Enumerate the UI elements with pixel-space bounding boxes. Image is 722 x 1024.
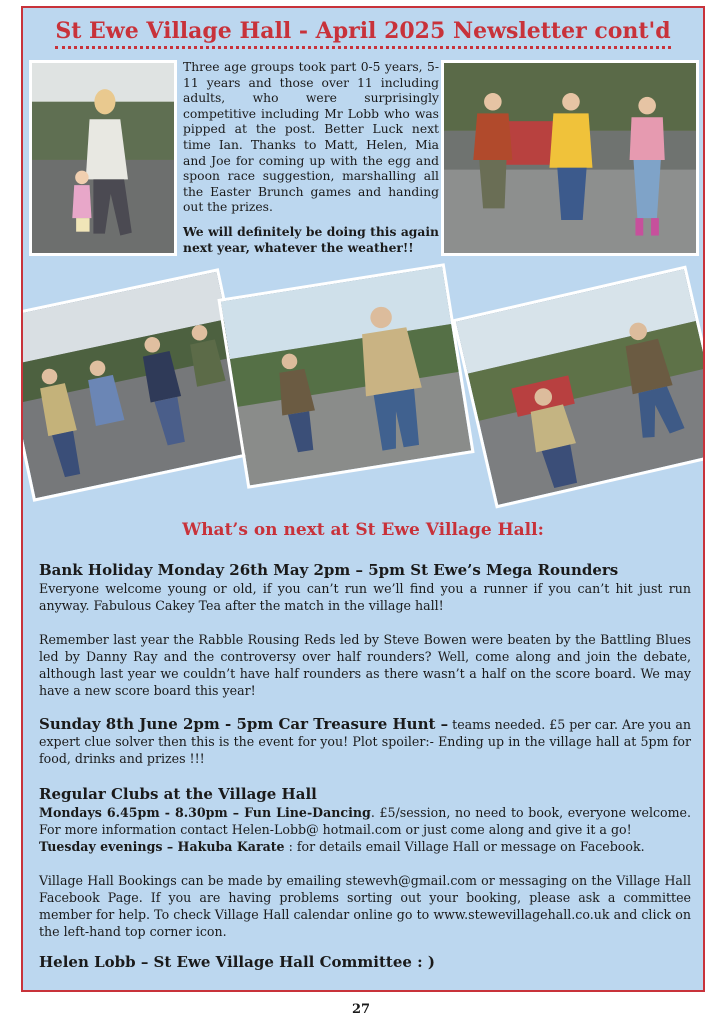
photo-men-race <box>452 265 705 508</box>
events-content <box>39 560 691 971</box>
signature: Helen Lobb – St Ewe Village Hall Committee : ) <box>39 953 436 971</box>
rounders-text-1: Everyone welcome young or old, if you can’t run we’ll find you a runner if you can’t hit just run anyway. Fabulous Cakey Tea after the match in the village hall! <box>39 581 691 613</box>
whats-on-heading: What’s on next at St Ewe Village Hall: <box>182 520 544 540</box>
photo-children-race <box>441 60 699 256</box>
intro-paragraph: Three age groups took part 0-5 years, 5-11 years and those over 11 including adults, who were surprisingly competitive including Mr Lobb who was pipped at the post. Better Luck next time Ian. Thanks to Matt, Helen, Mia and Joe for coming up with the egg and spoon race suggestion, marshalling all the Easter Brunch games and handing out the prizes. <box>183 60 439 215</box>
treasure-hunt-heading: Sunday 8th June 2pm - 5pm Car Treasure Hunt – <box>39 715 449 733</box>
bookings-text: Village Hall Bookings can be made by emailing stewevh@gmail.com or messaging on the Village Hall Facebook Page. If you are having problems sorting out your booking, please ask a committee member for help. To check Village Hall calendar online go to www.stewevillagehall.co.uk and click on the left-hand top corner icon. <box>39 873 691 939</box>
clubs-heading: Regular Clubs at the Village Hall <box>39 785 317 803</box>
newsletter-frame <box>21 6 705 992</box>
intro-text <box>183 60 439 263</box>
treasure-hunt-text: teams needed. £5 per car. Are you an expert clue solver then this is the event for you! Plot spoiler:- Ending up in the village hall at 5pm for food, drinks and prizes !!! <box>39 717 691 766</box>
monday-club-label: Mondays 6.45pm - 8.30pm – Fun Line-Dancing <box>39 805 371 820</box>
tuesday-club-text: : for details email Village Hall or message on Facebook. <box>284 839 645 854</box>
photo-mother-toddler <box>29 60 177 256</box>
intro-closing: We will definitely be doing this again next year, whatever the weather!! <box>183 223 439 255</box>
rounders-text-2: Remember last year the Rabble Rousing Reds led by Steve Bowen were beaten by the Battling Blues led by Danny Ray and the controversy over half rounders? Well, come along and join the debate, although last year we couldn’t have half rounders as there wasn’t a half on the score board. We may have a new score board this year! <box>39 632 691 698</box>
page-number: 27 <box>351 1002 371 1017</box>
photo-man-running <box>217 263 474 489</box>
tuesday-club <box>39 838 691 855</box>
monday-club <box>39 804 691 838</box>
tuesday-club-label: Tuesday evenings – Hakuba Karate <box>39 839 285 854</box>
rounders-heading: Bank Holiday Monday 26th May 2pm – 5pm St Ewe’s Mega Rounders <box>39 561 619 579</box>
monday-club-text: . £5/session, no need to book, everyone welcome. For more information contact Helen-Lobb@ hotmail.com or just come along and give it a go! <box>39 805 692 837</box>
treasure-hunt-paragraph <box>39 716 691 767</box>
page-title: St Ewe Village Hall - April 2025 Newsletter cont'd <box>23 18 703 44</box>
